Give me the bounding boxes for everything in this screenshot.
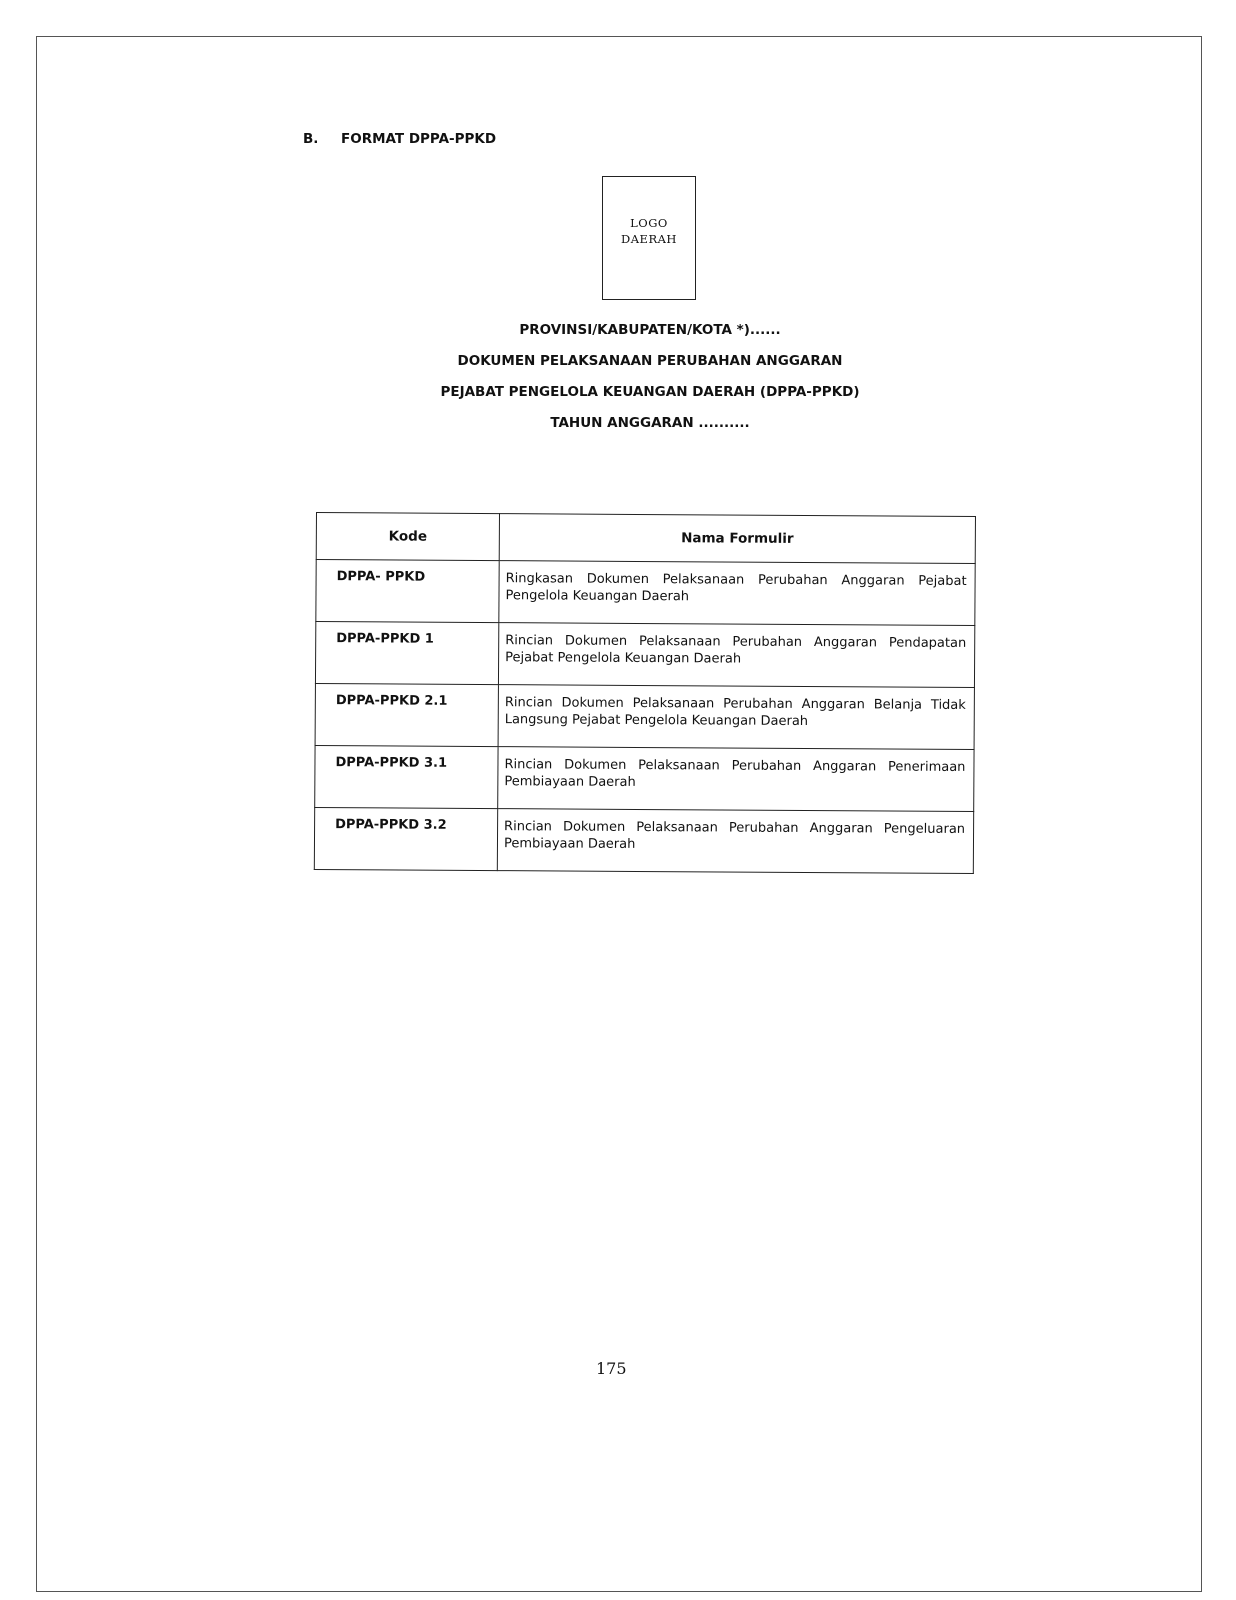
logo-line-1: LOGO — [630, 216, 668, 230]
column-header-code: Kode — [316, 513, 499, 561]
table-row — [315, 622, 974, 688]
row-code: DPPA-PPKD 2.1 — [315, 683, 498, 746]
row-form-name: Rincian Dokumen Pelaksanaan Perubahan Anggaran Belanja Tidak Langsung Pejabat Pengelola Keuangan Daerah — [498, 685, 974, 750]
row-code: DPPA- PPKD — [316, 560, 499, 623]
logo-line-2: DAERAH — [621, 232, 677, 246]
section-heading — [303, 131, 496, 147]
logo-placeholder — [602, 176, 696, 300]
row-code: DPPA-PPKD 3.1 — [315, 745, 498, 808]
table-header-row — [316, 513, 975, 564]
row-code: DPPA-PPKD 3.2 — [314, 807, 497, 870]
table-row — [314, 807, 973, 873]
heading-line-document: DOKUMEN PELAKSANAAN PERUBAHAN ANGGARAN — [457, 353, 843, 369]
document-heading — [300, 315, 1000, 439]
logo-text — [621, 215, 677, 247]
row-code: DPPA-PPKD 1 — [315, 622, 498, 685]
form-list-table — [314, 512, 976, 874]
heading-line-region: PROVINSI/KABUPATEN/KOTA *)...... — [519, 322, 781, 338]
table-row — [315, 683, 974, 749]
section-title: FORMAT DPPA-PPKD — [341, 131, 497, 147]
page-number: 175 — [596, 1359, 627, 1378]
table-row — [315, 745, 974, 811]
row-form-name: Rincian Dokumen Pelaksanaan Perubahan Anggaran Pendapatan Pejabat Pengelola Keuangan Daerah — [498, 623, 974, 688]
row-form-name: Rincian Dokumen Pelaksanaan Perubahan Anggaran Penerimaan Pembiayaan Daerah — [498, 747, 974, 812]
section-label: B. — [303, 131, 319, 147]
heading-line-year: TAHUN ANGGARAN .......... — [550, 415, 750, 431]
table-row — [316, 560, 975, 626]
heading-line-official: PEJABAT PENGELOLA KEUANGAN DAERAH (DPPA-PPKD) — [440, 384, 860, 400]
row-form-name: Rincian Dokumen Pelaksanaan Perubahan Anggaran Pengeluaran Pembiayaan Daerah — [497, 809, 973, 874]
row-form-name: Ringkasan Dokumen Pelaksanaan Perubahan Anggaran Pejabat Pengelola Keuangan Daerah — [499, 561, 975, 626]
column-header-name: Nama Formulir — [499, 514, 975, 564]
